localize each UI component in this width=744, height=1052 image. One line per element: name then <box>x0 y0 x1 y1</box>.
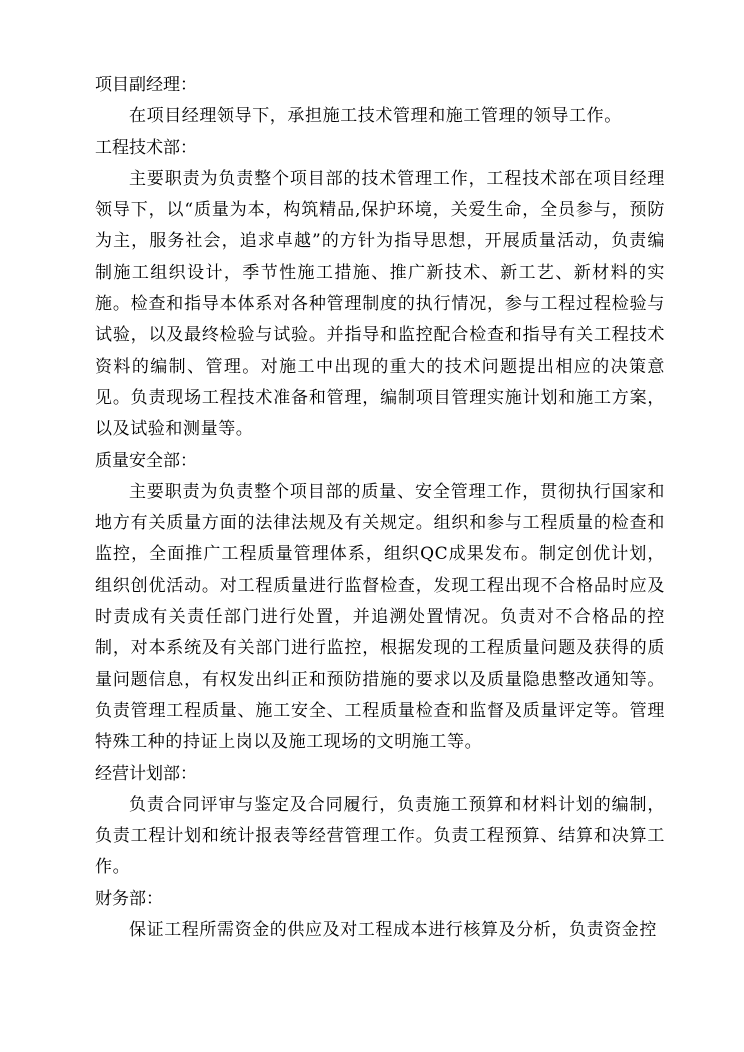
section-heading-quality-safety: 质量安全部： <box>95 450 197 471</box>
section-heading-business-planning: 经营计划部： <box>95 763 197 784</box>
section-text-engineering-tech: 主要职责为负责整个项目部的技术管理工作，工程技术部在项目经理领导下，以“质量为本，构筑精品,保护环境，关爱生命，全员参与，预防为主，服务社会，追求卓越”的方针为指导思想，开展质量活动，负责编制施工组织设计，季节性施工措施、推广新技术、新工艺、新材料的实施。检查和指导本体系对各种管理制度的执行情况，参与工程过程检验与试验，以及最终检验与试验。并指导和监控配合检查和指导有关工程技术资料的编制、管理。对施工中出现的重大的技术问题提出相应的决策意见。负责现场工程技术准备和管理，编制项目管理实施计划和施工方案，以及试验和测量等。 <box>95 168 665 440</box>
section-text-finance: 保证工程所需资金的供应及对工程成本进行核算及分析，负责资金控 <box>129 920 657 941</box>
section-text-business-planning: 负责合同评审与鉴定及合同履行，负责施工预算和材料计划的编制，负责工程计划和统计报表等经营管理工作。负责工程预算、结算和决算工作。 <box>95 794 665 878</box>
section-heading-finance: 财务部： <box>95 888 163 909</box>
section-text-quality-safety: 主要职责为负责整个项目部的质量、安全管理工作，贯彻执行国家和地方有关质量方面的法律法规及有关规定。组织和参与工程质量的检查和监控，全面推广工程质量管理体系，组织QC成果发布。制定创优计划，组织创优活动。对工程质量进行监督检查，发现工程出现不合格品时应及时责成有关责任部门进行处置，并追溯处置情况。负责对不合格品的控制，对本系统及有关部门进行监控，根据发现的工程质量问题及获得的质量问题信息，有权发出纠正和预防措施的要求以及质量隐患整改通知等。负责管理工程质量、施工安全、工程质量检查和监督及质量评定等。管理特殊工种的持证上岗以及施工现场的文明施工等。 <box>95 481 665 753</box>
document-body <box>95 70 665 946</box>
section-heading-engineering-tech: 工程技术部： <box>95 137 197 158</box>
section-text-deputy-manager: 在项目经理领导下，承担施工技术管理和施工管理的领导工作。 <box>129 106 622 127</box>
section-heading-deputy-manager: 项目副经理： <box>95 75 197 95</box>
